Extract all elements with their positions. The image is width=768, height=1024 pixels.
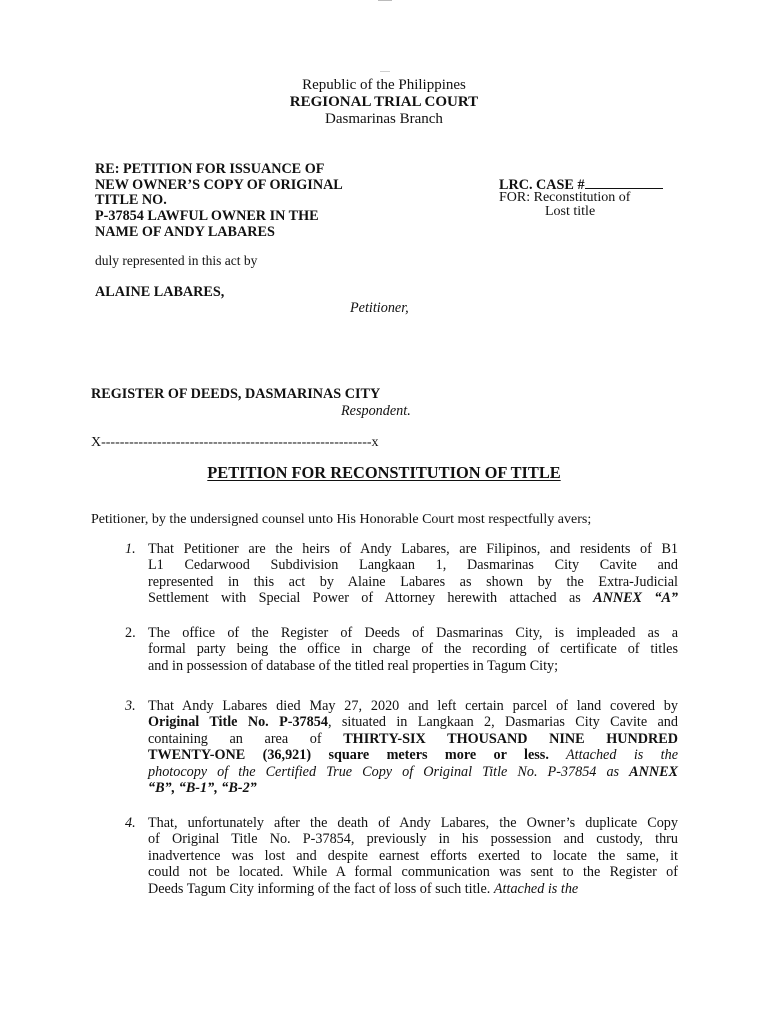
case-number-blank xyxy=(585,176,663,189)
paragraph-3 xyxy=(148,698,678,796)
annex-reference: “B”, “B-1”, “B-2” xyxy=(148,780,257,797)
paragraph-number: 3. xyxy=(125,698,136,714)
paragraph-4 xyxy=(148,815,678,897)
paragraph-line xyxy=(148,747,678,763)
paragraph-line: formal party being the office in charge of the recording of certificate of titles xyxy=(148,641,678,658)
re-line: NEW OWNER’S COPY OF ORIGINAL xyxy=(95,176,343,193)
document-title xyxy=(0,465,768,481)
title-number: Original Title No. P-37854 xyxy=(148,714,328,731)
petitioner-name: ALAINE LABARES, xyxy=(95,284,225,300)
paragraph-line xyxy=(148,590,678,606)
header-branch: Dasmarinas Branch xyxy=(325,111,443,127)
re-line: RE: PETITION FOR ISSUANCE OF xyxy=(95,161,325,177)
header-top-mark xyxy=(380,71,390,72)
paragraph-line: That, unfortunately after the death of Andy Labares, the Owner’s duplicate Copy xyxy=(148,815,678,831)
paragraph-1 xyxy=(148,541,678,607)
paragraph-text: , situated in Langkaan 2, Dasmarias City Cavite and xyxy=(327,714,678,731)
case-purpose-line2: Lost title xyxy=(545,204,596,219)
duly-represented-text: duly represented in this act by xyxy=(95,253,258,268)
paragraph-line xyxy=(148,714,678,730)
re-line: TITLE NO. xyxy=(95,192,167,209)
paragraph-line: of Original Title No. P-37854, previously in his possession and custody, thru xyxy=(148,831,678,848)
case-label: LRC. CASE # xyxy=(499,177,585,193)
annex-reference: ANNEX xyxy=(629,763,678,780)
paragraph-line: L1 Cedarwood Subdivision Langkaan 1, Dasmarinas City Cavite and xyxy=(148,557,678,574)
paragraph-line xyxy=(148,764,678,780)
respondent-name: REGISTER OF DEEDS, DASMARINAS CITY xyxy=(91,386,381,402)
caption-re-block xyxy=(95,162,425,241)
paragraph-text: Settlement with Special Power of Attorney herewith attached as xyxy=(148,590,594,607)
paragraph-text: Attached is the xyxy=(493,880,579,897)
header-republic: Republic of the Philippines xyxy=(302,77,466,93)
paragraph-line xyxy=(148,731,678,747)
paragraph-2 xyxy=(148,625,678,674)
paragraph-line xyxy=(148,780,678,796)
paragraph-text: Attached is the xyxy=(548,747,678,764)
paragraph-number: 2. xyxy=(125,625,136,641)
paragraph-text: Deeds Tagum City informing of the fact of loss of such title. xyxy=(148,880,494,897)
caption-separator: X----------------------------------------------------------x xyxy=(91,435,379,450)
paragraph-line xyxy=(148,881,678,897)
paragraph-number: 4. xyxy=(125,815,136,831)
paragraph-line: That Andy Labares died May 27, 2020 and left certain parcel of land covered by xyxy=(148,698,678,714)
paragraph-text: containing an area of xyxy=(148,730,344,747)
land-area-words: THIRTY-SIX THOUSAND NINE HUNDRED xyxy=(343,730,678,747)
re-line: NAME OF ANDY LABARES xyxy=(95,223,275,240)
paragraph-line: inadvertence was lost and despite earnest efforts exerted to locate the same, it xyxy=(148,847,678,864)
annex-reference: ANNEX “A” xyxy=(593,590,679,607)
paragraph-line: and in possession of database of the titled real properties in Tagum City; xyxy=(148,657,559,674)
petitioner-role: Petitioner, xyxy=(350,300,409,316)
paragraph-line: could not be located. While A formal communication was sent to the Register of xyxy=(148,864,678,881)
document-title-text: PETITION FOR RECONSTITUTION OF TITLE xyxy=(207,463,561,482)
paragraph-text: photocopy of the Certified True Copy of Original Title No. P-37854 as xyxy=(148,763,630,780)
paragraph-line: The office of the Register of Deeds of Dasmarinas City, is impleaded as a xyxy=(148,625,678,641)
land-area-figures: TWENTY-ONE (36,921) square meters more or less. xyxy=(148,747,549,764)
paragraph-number: 1. xyxy=(125,541,136,557)
intro-text: Petitioner, by the undersigned counsel unto His Honorable Court most respectfully avers; xyxy=(91,512,592,527)
paragraph-line: represented in this act by Alaine Labares as shown by the Extra-Judicial xyxy=(148,573,678,590)
re-line: P-37854 LAWFUL OWNER IN THE xyxy=(95,208,319,225)
case-purpose-line1: FOR: Reconstitution of xyxy=(499,190,631,205)
header-court-name: REGIONAL TRIAL COURT xyxy=(289,94,479,110)
respondent-role: Respondent. xyxy=(341,403,411,419)
page-top-mark xyxy=(378,0,392,1)
paragraph-line: That Petitioner are the heirs of Andy Labares, are Filipinos, and residents of B1 xyxy=(148,541,678,557)
